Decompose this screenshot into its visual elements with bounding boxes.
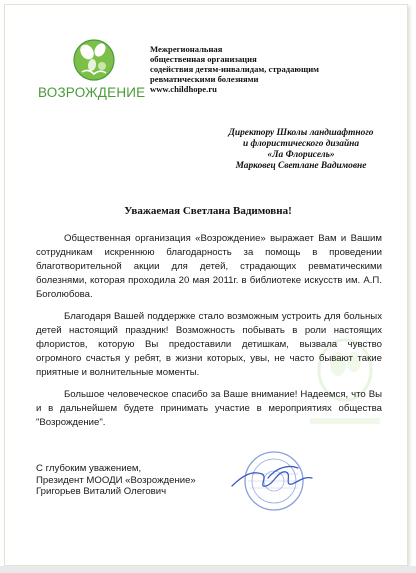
body-paragraph: Благодаря Вашей поддержке стало возможным устроить для больных детей настоящий праздник! Возможность побывать в роли настоящих флористов, которую Вы предоставили детишкам, вызвала чувство огромного счастья у ребят, в жизни которых, увы, не часто бывают такие приятные и волнительные моменты.	[36, 311, 382, 378]
addressee-name: Марковец Светлане Вадимовне	[235, 161, 367, 171]
org-line: ревматическими болезнями	[150, 74, 259, 84]
letter-body	[36, 232, 382, 438]
body-paragraph: Общественная организация «Возрождение» выражает Вам и Вашим сотрудникам искреннюю благодарность за помощь в проведении благотворительной акции для детей, страдающих ревматическими болезнями, которая проходила 20 мая 2011г. в библиотеке искусств им. А.П. Боголюбова.	[36, 233, 382, 300]
official-stamp-signature	[228, 448, 316, 514]
closing-block	[36, 463, 256, 498]
organization-details	[150, 44, 350, 94]
organization-logo	[38, 38, 146, 108]
org-line: общественная организация	[150, 54, 257, 64]
page-shadow-edge	[0, 566, 416, 573]
closing-line: С глубоким уважением,	[36, 463, 142, 474]
body-paragraph: Большое человеческое спасибо за Ваше внимание! Надеемся, что Вы и в дальнейшем будете принимать участие в мероприятиях общества "Возрождение".	[36, 389, 382, 428]
addressee-line: «Ла Флорисель»	[267, 150, 335, 160]
org-website: www.childhope.ru	[150, 84, 217, 94]
org-line: Межрегиональная	[150, 44, 223, 54]
signatory-title: Президент МООДИ «Возрождение»	[36, 474, 196, 486]
logo-wordmark: ВОЗРОЖДЕНИЕ	[38, 85, 146, 100]
salutation: Уважаемая Светлана Вадимовна!	[124, 205, 292, 217]
stamp-icon	[245, 452, 303, 510]
org-line: содействия детям-инвалидам, страдающим	[150, 64, 320, 74]
addressee-block	[216, 128, 386, 172]
signatory-name: Григорьев Виталий Олегович	[36, 486, 167, 497]
flower-logo-icon	[72, 38, 116, 82]
addressee-line: Директору Школы ландшафтного	[228, 128, 374, 138]
addressee-line: и флористического дизайна	[242, 139, 360, 149]
